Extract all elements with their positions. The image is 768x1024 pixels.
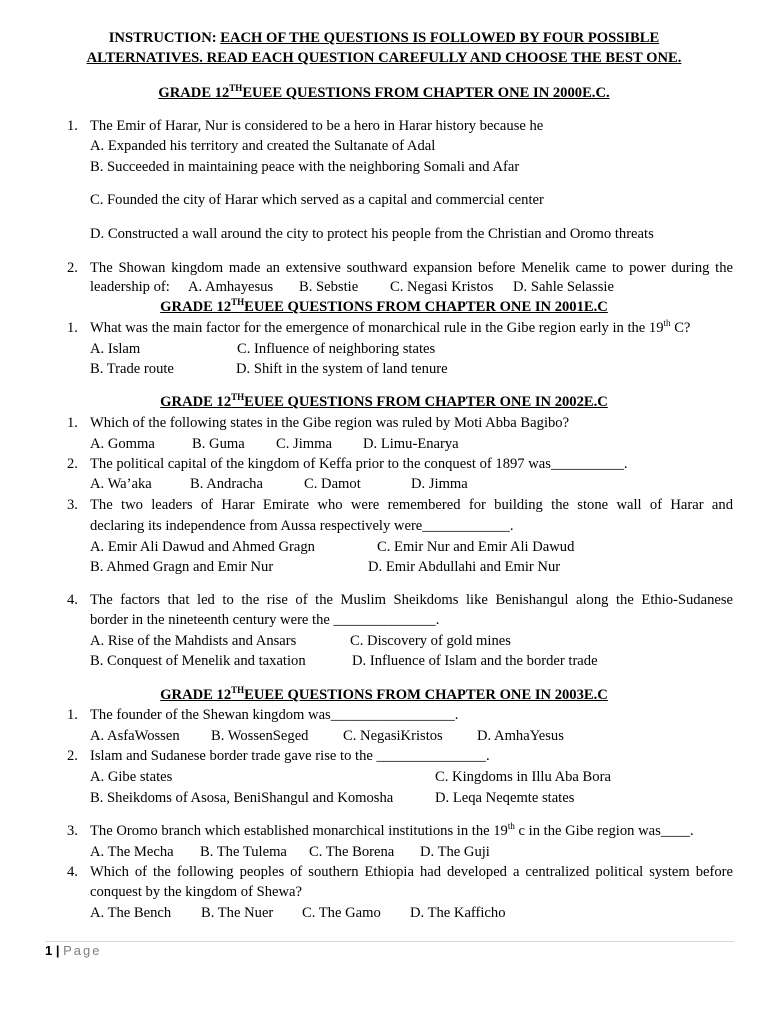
answer-option: B. Guma (192, 436, 245, 452)
answer-option: C. Negasi Kristos (390, 279, 494, 295)
answer-option: D. Leqa Neqemte states (435, 790, 575, 806)
question-number: 1. (67, 415, 78, 431)
instruction-line-1: INSTRUCTION: EACH OF THE QUESTIONS IS FOLLOWED BY FOUR POSSIBLE (108, 30, 660, 46)
question-text: conquest by the kingdom of Shewa? (90, 884, 302, 900)
question-text: The Showan kingdom made an extensive southward expansion before Menelik came to power during the (90, 260, 733, 276)
instruction-line-2: ALTERNATIVES. READ EACH QUESTION CAREFULLY AND CHOOSE THE BEST ONE. (86, 50, 682, 66)
question-text: The political capital of the kingdom of Keffa prior to the conquest of 1897 was__________. (90, 456, 628, 472)
answer-option: B. Ahmed Gragn and Emir Nur (90, 559, 274, 575)
page-number: 1 (45, 943, 53, 958)
answer-option: B. WossenSeged (211, 728, 309, 744)
question-text: The two leaders of Harar Emirate who were remembered for building the stone wall of Harar and (90, 497, 733, 513)
section-heading-2003: GRADE 12THEUEE QUESTIONS FROM CHAPTER ONE IN 2003E.C (160, 685, 608, 703)
answer-option: C. Discovery of gold mines (350, 633, 511, 649)
question-number: 2. (67, 456, 78, 472)
answer-option: C. Emir Nur and Emir Ali Dawud (377, 539, 575, 555)
answer-option: C. The Borena (309, 844, 395, 860)
page-label: Page (63, 943, 102, 958)
question-number: 1. (67, 320, 78, 336)
question-number: 1. (67, 118, 78, 134)
footer-divider (45, 941, 734, 942)
question-text: declaring its independence from Aussa respectively were____________. (90, 518, 514, 534)
answer-option: C. Jimma (276, 436, 332, 452)
question-text: leadership of: (90, 279, 170, 295)
question-text: Islam and Sudanese border trade gave rise to the _______________. (90, 748, 490, 764)
footer-separator: | (52, 943, 64, 958)
answer-option: C. The Gamo (302, 905, 381, 921)
question-text: Which of the following peoples of southern Ethiopia had developed a centralized political system before (90, 864, 733, 880)
answer-option: C. NegasiKristos (343, 728, 443, 744)
answer-option: B. Succeeded in maintaining peace with the neighboring Somali and Afar (90, 159, 520, 175)
answer-option: A. The Mecha (90, 844, 174, 860)
answer-option: B. Andracha (190, 476, 263, 492)
answer-option: A. Amhayesus (188, 279, 274, 295)
answer-option: D. Shift in the system of land tenure (236, 361, 448, 377)
answer-option: D. The Guji (420, 844, 490, 860)
answer-option: B. Sheikdoms of Asosa, BeniShangul and Komosha (90, 790, 394, 806)
answer-option: D. Limu-Enarya (363, 436, 459, 452)
answer-option: A. The Bench (90, 905, 172, 921)
section-heading-2000: GRADE 12THEUEE QUESTIONS FROM CHAPTER ONE IN 2000E.C. (158, 83, 610, 101)
answer-option: A. Expanded his territory and created the Sultanate of Adal (90, 138, 436, 154)
question-text: border in the nineteenth century were the ______________. (90, 612, 440, 628)
answer-option: A. AsfaWossen (90, 728, 180, 744)
question-text: The Emir of Harar, Nur is considered to be a hero in Harar history because he (90, 118, 544, 134)
answer-option: D. Influence of Islam and the border trade (352, 653, 598, 669)
answer-option: A. Islam (90, 341, 141, 357)
answer-option: A. Rise of the Mahdists and Ansars (90, 633, 297, 649)
answer-option: D. Sahle Selassie (513, 279, 614, 295)
question-number: 3. (67, 497, 78, 513)
answer-option: D. AmhaYesus (477, 728, 564, 744)
question-number: 4. (67, 592, 78, 608)
answer-option: D. The Kafficho (410, 905, 506, 921)
answer-option: C. Damot (304, 476, 361, 492)
question-number: 3. (67, 823, 78, 839)
question-text: The founder of the Shewan kingdom was_________________. (90, 707, 459, 723)
question-number: 1. (67, 707, 78, 723)
answer-option: C. Founded the city of Harar which served as a capital and commercial center (90, 192, 544, 208)
answer-option: B. Conquest of Menelik and taxation (90, 653, 306, 669)
section-heading-2001: GRADE 12THEUEE QUESTIONS FROM CHAPTER ONE IN 2001E.C (160, 297, 608, 315)
answer-option: D. Emir Abdullahi and Emir Nur (368, 559, 561, 575)
answer-option: C. Kingdoms in Illu Aba Bora (435, 769, 611, 785)
answer-option: A. Gibe states (90, 769, 173, 785)
question-number: 4. (67, 864, 78, 880)
answer-option: B. The Nuer (201, 905, 274, 921)
question-number: 2. (67, 260, 78, 276)
answer-option: B. The Tulema (200, 844, 287, 860)
question-text: What was the main factor for the emergence of monarchical rule in the Gibe region early in the 19th C? (90, 318, 691, 336)
question-text: The Oromo branch which established monarchical institutions in the 19th c in the Gibe region was____. (90, 821, 694, 839)
question-text: Which of the following states in the Gibe region was ruled by Moti Abba Bagibo? (90, 415, 570, 431)
answer-option: A. Emir Ali Dawud and Ahmed Gragn (90, 539, 315, 555)
answer-option: D. Constructed a wall around the city to protect his people from the Christian and Oromo threats (90, 226, 654, 242)
question-number: 2. (67, 748, 78, 764)
page-footer (45, 942, 101, 960)
answer-option: A. Gomma (90, 436, 155, 452)
question-text: The factors that led to the rise of the Muslim Sheikdoms like Benishangul along the Ethio-Sudanese (90, 592, 733, 608)
section-heading-2002: GRADE 12THEUEE QUESTIONS FROM CHAPTER ONE IN 2002E.C (160, 392, 608, 410)
answer-option: A. Wa’aka (90, 476, 152, 492)
answer-option: B. Sebstie (299, 279, 359, 295)
answer-option: C. Influence of neighboring states (237, 341, 436, 357)
answer-option: B. Trade route (90, 361, 174, 377)
answer-option: D. Jimma (411, 476, 468, 492)
